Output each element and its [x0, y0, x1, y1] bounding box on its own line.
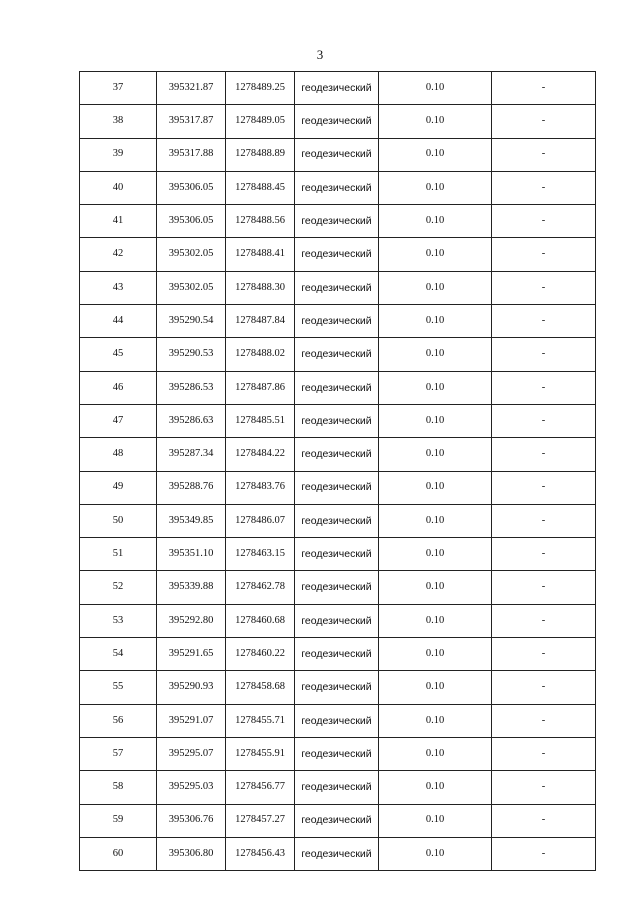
x-coordinate-cell: 395349.85 [157, 504, 226, 537]
table-row [80, 205, 596, 238]
method-cell: геодезический [295, 538, 379, 571]
y-coordinate-cell: 1278489.25 [226, 72, 295, 105]
description-cell: - [492, 538, 596, 571]
y-coordinate-cell: 1278483.76 [226, 471, 295, 504]
y-coordinate-cell: 1278462.78 [226, 571, 295, 604]
y-coordinate-cell: 1278457.27 [226, 804, 295, 837]
y-coordinate-cell: 1278456.43 [226, 837, 295, 870]
y-coordinate-cell: 1278488.89 [226, 138, 295, 171]
description-cell: - [492, 571, 596, 604]
y-coordinate-cell: 1278488.02 [226, 338, 295, 371]
accuracy-cell: 0.10 [379, 72, 492, 105]
method-cell: геодезический [295, 471, 379, 504]
y-coordinate-cell: 1278463.15 [226, 538, 295, 571]
method-cell: геодезический [295, 338, 379, 371]
method-cell: геодезический [295, 504, 379, 537]
method-cell: геодезический [295, 271, 379, 304]
description-cell: - [492, 804, 596, 837]
x-coordinate-cell: 395291.07 [157, 704, 226, 737]
point-number-cell: 57 [80, 737, 157, 770]
table-row [80, 72, 596, 105]
method-cell: геодезический [295, 604, 379, 637]
point-number-cell: 52 [80, 571, 157, 604]
method-cell: геодезический [295, 771, 379, 804]
description-cell: - [492, 837, 596, 870]
method-cell: геодезический [295, 238, 379, 271]
y-coordinate-cell: 1278487.84 [226, 305, 295, 338]
method-cell: геодезический [295, 171, 379, 204]
accuracy-cell: 0.10 [379, 105, 492, 138]
y-coordinate-cell: 1278488.41 [226, 238, 295, 271]
method-cell: геодезический [295, 105, 379, 138]
point-number-cell: 46 [80, 371, 157, 404]
x-coordinate-cell: 395306.80 [157, 837, 226, 870]
y-coordinate-cell: 1278456.77 [226, 771, 295, 804]
x-coordinate-cell: 395321.87 [157, 72, 226, 105]
accuracy-cell: 0.10 [379, 737, 492, 770]
accuracy-cell: 0.10 [379, 438, 492, 471]
point-number-cell: 49 [80, 471, 157, 504]
description-cell: - [492, 471, 596, 504]
description-cell: - [492, 138, 596, 171]
method-cell: геодезический [295, 205, 379, 238]
method-cell: геодезический [295, 72, 379, 105]
method-cell: геодезический [295, 371, 379, 404]
description-cell: - [492, 271, 596, 304]
x-coordinate-cell: 395339.88 [157, 571, 226, 604]
y-coordinate-cell: 1278489.05 [226, 105, 295, 138]
accuracy-cell: 0.10 [379, 538, 492, 571]
table-row [80, 671, 596, 704]
y-coordinate-cell: 1278455.91 [226, 737, 295, 770]
accuracy-cell: 0.10 [379, 305, 492, 338]
table-row [80, 638, 596, 671]
y-coordinate-cell: 1278458.68 [226, 671, 295, 704]
x-coordinate-cell: 395317.88 [157, 138, 226, 171]
point-number-cell: 47 [80, 404, 157, 437]
point-number-cell: 45 [80, 338, 157, 371]
point-number-cell: 51 [80, 538, 157, 571]
table-row [80, 271, 596, 304]
y-coordinate-cell: 1278486.07 [226, 504, 295, 537]
accuracy-cell: 0.10 [379, 771, 492, 804]
page-number: 3 [316, 47, 324, 62]
x-coordinate-cell: 395306.05 [157, 205, 226, 238]
table-row [80, 737, 596, 770]
point-number-cell: 60 [80, 837, 157, 870]
table-row [80, 538, 596, 571]
method-cell: геодезический [295, 638, 379, 671]
point-number-cell: 40 [80, 171, 157, 204]
accuracy-cell: 0.10 [379, 604, 492, 637]
y-coordinate-cell: 1278455.71 [226, 704, 295, 737]
table-row [80, 471, 596, 504]
description-cell: - [492, 604, 596, 637]
table-row [80, 837, 596, 870]
coordinates-table [79, 71, 596, 871]
x-coordinate-cell: 395290.54 [157, 305, 226, 338]
x-coordinate-cell: 395286.53 [157, 371, 226, 404]
accuracy-cell: 0.10 [379, 338, 492, 371]
accuracy-cell: 0.10 [379, 804, 492, 837]
accuracy-cell: 0.10 [379, 138, 492, 171]
x-coordinate-cell: 395302.05 [157, 238, 226, 271]
method-cell: геодезический [295, 704, 379, 737]
accuracy-cell: 0.10 [379, 271, 492, 304]
point-number-cell: 50 [80, 504, 157, 537]
method-cell: геодезический [295, 305, 379, 338]
accuracy-cell: 0.10 [379, 471, 492, 504]
accuracy-cell: 0.10 [379, 404, 492, 437]
y-coordinate-cell: 1278488.30 [226, 271, 295, 304]
description-cell: - [492, 205, 596, 238]
description-cell: - [492, 105, 596, 138]
y-coordinate-cell: 1278460.68 [226, 604, 295, 637]
x-coordinate-cell: 395306.76 [157, 804, 226, 837]
point-number-cell: 37 [80, 72, 157, 105]
accuracy-cell: 0.10 [379, 238, 492, 271]
y-coordinate-cell: 1278484.22 [226, 438, 295, 471]
table-row [80, 371, 596, 404]
point-number-cell: 39 [80, 138, 157, 171]
point-number-cell: 41 [80, 205, 157, 238]
table-row [80, 404, 596, 437]
description-cell: - [492, 238, 596, 271]
description-cell: - [492, 438, 596, 471]
table-row [80, 338, 596, 371]
description-cell: - [492, 671, 596, 704]
point-number-cell: 55 [80, 671, 157, 704]
description-cell: - [492, 704, 596, 737]
method-cell: геодезический [295, 804, 379, 837]
description-cell: - [492, 737, 596, 770]
accuracy-cell: 0.10 [379, 571, 492, 604]
y-coordinate-cell: 1278488.56 [226, 205, 295, 238]
description-cell: - [492, 504, 596, 537]
description-cell: - [492, 404, 596, 437]
accuracy-cell: 0.10 [379, 371, 492, 404]
method-cell: геодезический [295, 737, 379, 770]
point-number-cell: 42 [80, 238, 157, 271]
x-coordinate-cell: 395290.53 [157, 338, 226, 371]
table-row [80, 704, 596, 737]
table-row [80, 438, 596, 471]
table-row [80, 771, 596, 804]
accuracy-cell: 0.10 [379, 704, 492, 737]
accuracy-cell: 0.10 [379, 171, 492, 204]
x-coordinate-cell: 395286.63 [157, 404, 226, 437]
x-coordinate-cell: 395288.76 [157, 471, 226, 504]
method-cell: геодезический [295, 571, 379, 604]
table-row [80, 604, 596, 637]
accuracy-cell: 0.10 [379, 837, 492, 870]
y-coordinate-cell: 1278488.45 [226, 171, 295, 204]
x-coordinate-cell: 395292.80 [157, 604, 226, 637]
point-number-cell: 56 [80, 704, 157, 737]
x-coordinate-cell: 395306.05 [157, 171, 226, 204]
method-cell: геодезический [295, 404, 379, 437]
accuracy-cell: 0.10 [379, 504, 492, 537]
y-coordinate-cell: 1278460.22 [226, 638, 295, 671]
y-coordinate-cell: 1278487.86 [226, 371, 295, 404]
description-cell: - [492, 171, 596, 204]
description-cell: - [492, 72, 596, 105]
accuracy-cell: 0.10 [379, 638, 492, 671]
point-number-cell: 48 [80, 438, 157, 471]
accuracy-cell: 0.10 [379, 671, 492, 704]
point-number-cell: 43 [80, 271, 157, 304]
description-cell: - [492, 305, 596, 338]
point-number-cell: 59 [80, 804, 157, 837]
table-row [80, 171, 596, 204]
table-row [80, 571, 596, 604]
point-number-cell: 38 [80, 105, 157, 138]
description-cell: - [492, 771, 596, 804]
description-cell: - [492, 338, 596, 371]
x-coordinate-cell: 395287.34 [157, 438, 226, 471]
table-row [80, 305, 596, 338]
point-number-cell: 58 [80, 771, 157, 804]
accuracy-cell: 0.10 [379, 205, 492, 238]
table-row [80, 804, 596, 837]
y-coordinate-cell: 1278485.51 [226, 404, 295, 437]
method-cell: геодезический [295, 438, 379, 471]
table-row [80, 138, 596, 171]
x-coordinate-cell: 395295.03 [157, 771, 226, 804]
method-cell: геодезический [295, 138, 379, 171]
x-coordinate-cell: 395290.93 [157, 671, 226, 704]
method-cell: геодезический [295, 837, 379, 870]
x-coordinate-cell: 395317.87 [157, 105, 226, 138]
point-number-cell: 54 [80, 638, 157, 671]
x-coordinate-cell: 395295.07 [157, 737, 226, 770]
point-number-cell: 44 [80, 305, 157, 338]
x-coordinate-cell: 395302.05 [157, 271, 226, 304]
point-number-cell: 53 [80, 604, 157, 637]
description-cell: - [492, 638, 596, 671]
table-row [80, 105, 596, 138]
description-cell: - [492, 371, 596, 404]
table-body [80, 72, 596, 871]
table-row [80, 238, 596, 271]
table-row [80, 504, 596, 537]
method-cell: геодезический [295, 671, 379, 704]
x-coordinate-cell: 395291.65 [157, 638, 226, 671]
x-coordinate-cell: 395351.10 [157, 538, 226, 571]
